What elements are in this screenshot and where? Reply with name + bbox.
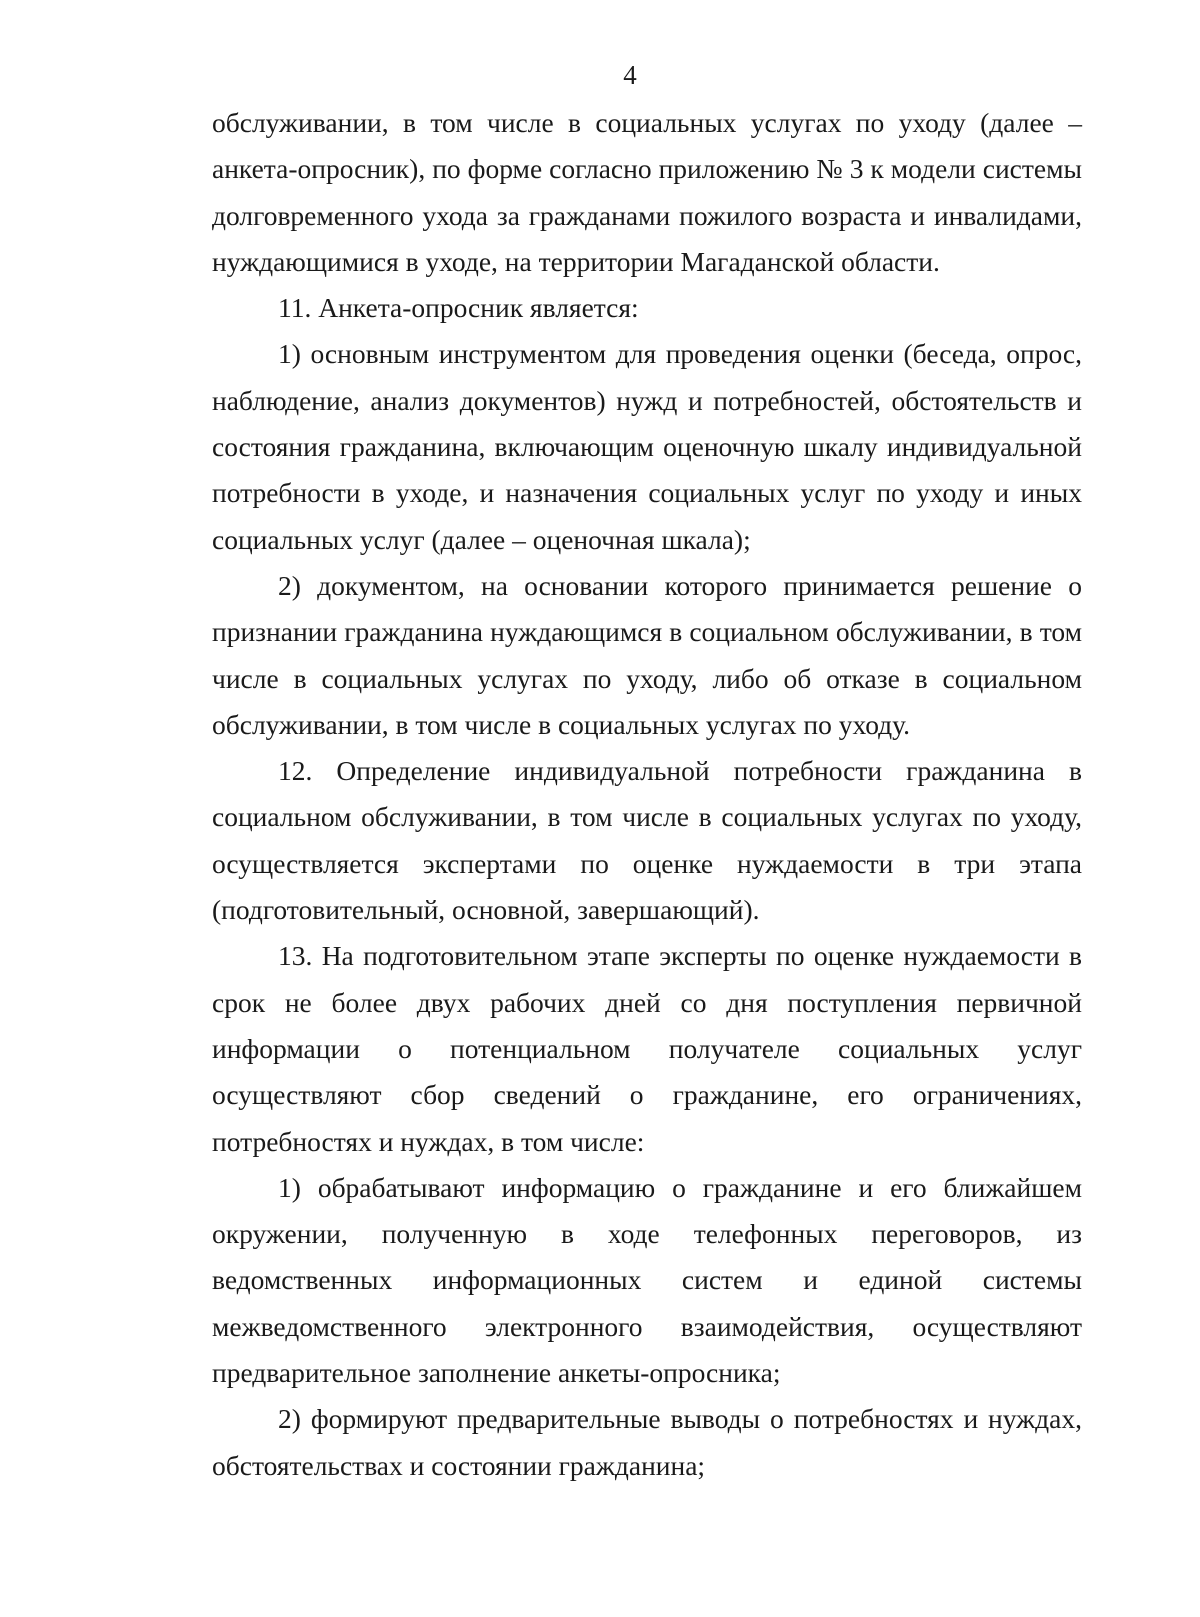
paragraph-item-13: 13. На подготовительном этапе эксперты по оценке нуждаемости в срок не более двух рабочих дней со дня поступления первичной информации о потенциальном получателе социальных услуг осуществляют сбор сведений о гражданине, его ограничениях, потребностях и нуждах, в том числе: [212, 940, 1082, 1157]
paragraph-11-subitem-1: 1) основным инструментом для проведения оценки (беседа, опрос, наблюдение, анализ документов) нужд и потребностей, обстоятельств и состояния гражданина, включающим оценочную шкалу индивидуальной потребности в уходе, и назначения социальных услуг по уходу и иных социальных услуг (далее – оценочная шкала); [212, 338, 1082, 555]
paragraph-item-12: 12. Определение индивидуальной потребности гражданина в социальном обслуживании, в том числе в социальных услугах по уходу, осуществляется экспертами по оценке нуждаемости в три этапа (подготовительный, основной, завершающий). [212, 755, 1082, 926]
paragraph-13-subitem-2: 2) формируют предварительные выводы о потребностях и нуждах, обстоятельствах и состоянии гражданина; [212, 1403, 1082, 1481]
paragraph-continuation: обслуживании, в том числе в социальных услугах по уходу (далее – анкета-опросник), по форме согласно приложению № 3 к модели системы долговременного ухода за гражданами пожилого возраста и инвалидами, нуждающимися в уходе, на территории Магаданской области. [212, 107, 1082, 277]
page-number: 4 [623, 60, 637, 90]
paragraph-13-subitem-1: 1) обрабатывают информацию о гражданине и его ближайшем окружении, полученную в ходе телефонных переговоров, из ведомственных информационных систем и единой системы межведомственного электронного взаимодействия, осуществляют предварительное заполнение анкеты-опросника; [212, 1171, 1082, 1389]
document-body [212, 100, 1082, 1489]
paragraph-11-subitem-2: 2) документом, на основании которого принимается решение о признании гражданина нуждающимся в социальном обслуживании, в том числе в социальных услугах по уходу, либо об отказе в социальном обслуживании, в том числе в социальных услугах по уходу. [212, 569, 1082, 740]
paragraph-item-11: 11. Анкета-опросник является: [278, 292, 639, 324]
